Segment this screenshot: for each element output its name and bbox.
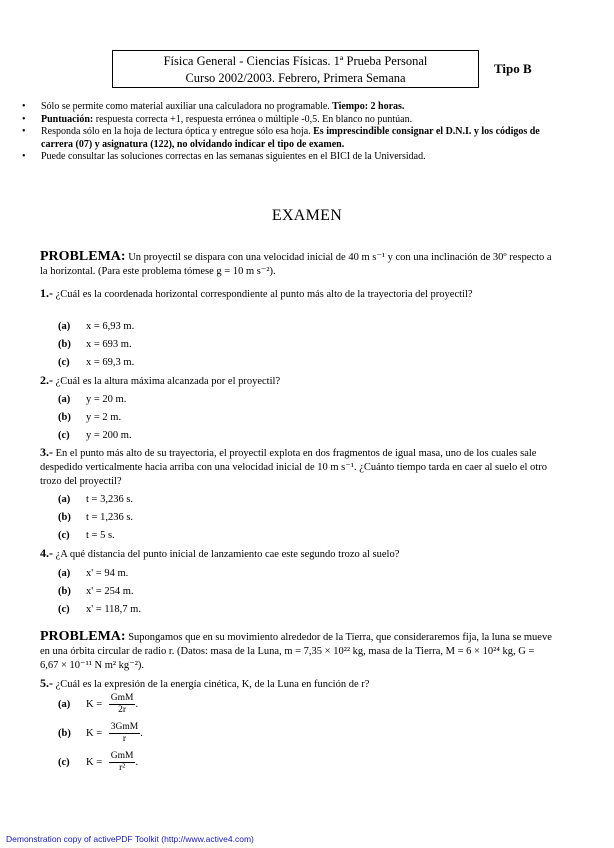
option-4b[interactable]: (b) x' = 254 m. <box>58 586 134 597</box>
option-2b[interactable]: (b) y = 2 m. <box>58 412 122 423</box>
header-box <box>112 50 479 88</box>
question-text: ¿Cuál es la expresión de la energía cinética, K, de la Luna en función de r? <box>55 679 370 690</box>
question-number: 5.- <box>40 676 53 690</box>
question-4 <box>40 546 555 562</box>
problem-1 <box>40 250 555 279</box>
instruction-text: respuesta correcta +1, respuesta errónea o múltiple -0,5. En blanco no puntúan. <box>93 113 413 125</box>
option-3a[interactable]: (a) t = 3,236 s. <box>58 494 134 505</box>
bullet-icon: • <box>22 101 26 112</box>
bullet-icon: • <box>22 126 26 137</box>
bullet-icon: • <box>22 151 26 162</box>
bullet-icon: • <box>22 113 26 125</box>
option-5b[interactable]: (b) K = $\frac{\text{3GmM}}{r}$ . <box>58 722 143 744</box>
option-1b[interactable]: (b) x = 693 m. <box>58 339 132 350</box>
instruction-text: Puede consultar las soluciones correctas en las semanas siguientes en el BICI de la Universidad. <box>41 151 426 162</box>
instruction-bold-text: Tiempo: 2 horas. <box>329 101 405 112</box>
exam-title: EXAMEN <box>271 207 343 224</box>
exam-type: Tipo B <box>494 61 532 76</box>
problem-label: PROBLEMA: <box>40 249 126 264</box>
instruction-text: Responda sólo en la hoja de lectura óptica y entregue sólo esa hoja. <box>41 126 311 137</box>
option-3b[interactable]: (b) t = 1,236 s. <box>58 512 134 523</box>
fraction: $\frac{\text{GmM}}{2r}$ <box>110 693 134 715</box>
question-3 <box>40 445 555 489</box>
question-5 <box>40 676 555 692</box>
fraction: $\frac{\text{GmM}}{\text{r²}}$ <box>110 751 134 773</box>
option-1a[interactable]: (a) x = 6,93 m. <box>58 321 135 332</box>
instruction-item <box>22 151 552 164</box>
option-2a[interactable]: (a) y = 20 m. <box>58 394 127 405</box>
problem-statement: Un proyectil se dispara con una velocidad inicial de 40 m s⁻¹ y con una inclinación de 30º respecto a la horizontal. (Para este problema tómese g = 10 m s⁻²). <box>40 252 552 277</box>
question-number: 2.- <box>40 373 53 387</box>
option-2c[interactable]: (c) y = 200 m. <box>58 430 132 441</box>
question-number: 4.- <box>40 546 53 560</box>
instructions-list <box>22 101 552 164</box>
question-text: ¿Cuál es la altura máxima alcanzada por el proyectil? <box>55 376 281 387</box>
header-title: Física General - Ciencias Físicas. 1ª Prueba Personal <box>163 54 428 68</box>
problem-2 <box>40 630 555 673</box>
problem-label: PROBLEMA: <box>40 629 126 644</box>
option-5c[interactable]: (c) K = $\frac{\text{GmM}}{\text{r²}}$ . <box>58 751 139 773</box>
header-subtitle: Curso 2002/2003. Febrero, Primera Semana <box>185 71 406 85</box>
option-3c[interactable]: (c) t = 5 s. <box>58 530 115 541</box>
option-5a[interactable]: (a) K = $\frac{\text{GmM}}{2r}$ . <box>58 693 139 715</box>
question-text: ¿Cuál es la coordenada horizontal correspondiente al punto más alto de la trayectoria del proyectil? <box>55 289 473 300</box>
instruction-item <box>22 101 552 114</box>
instruction-bold-text: Puntuación: <box>41 113 94 125</box>
demo-watermark-footer: Demonstration copy of activePDF Toolkit (http://www.active4.com) <box>6 834 254 844</box>
instruction-text: Sólo se permite como material auxiliar una calculadora no programable. <box>41 101 330 112</box>
question-number: 1.- <box>40 286 53 300</box>
instruction-item <box>22 126 552 151</box>
fraction: $\frac{\text{3GmM}}{r}$ <box>110 722 139 744</box>
instruction-item <box>22 114 552 127</box>
option-1c[interactable]: (c) x = 69,3 m. <box>58 357 135 368</box>
option-4c[interactable]: (c) x' = 118,7 m. <box>58 604 141 615</box>
question-number: 3.- <box>40 445 53 459</box>
problem-statement: Supongamos que en su movimiento alrededor de la Tierra, que consideraremos fija, la luna se mueve en una órbita circular de radio r. (Datos: masa de la Luna, m = 7,35 × 10²² kg, masa de la Tierra, M = 6 × 10²⁴ kg, G = 6,67 × 10⁻¹¹ N m² kg⁻²). <box>40 632 552 671</box>
instruction-bold-text: Es imprescindible consignar el D.N.I. y los códigos de carrera (07) y asignatura (122), no olvidando indicar el tipo de examen. <box>41 126 540 150</box>
question-2 <box>40 373 555 389</box>
option-4a[interactable]: (a) x' = 94 m. <box>58 568 129 579</box>
question-1 <box>40 286 555 302</box>
question-text: ¿A qué distancia del punto inicial de lanzamiento cae este segundo trozo al suelo? <box>55 549 400 560</box>
question-text: En el punto más alto de su trayectoria, el proyectil explota en dos fragmentos de igual masa, uno de los cuales sale despedido verticalmente hacia arriba con una velocidad inicial de 10 m s⁻¹. ¿Cuánto tiempo tarda en caer al suelo el otro trozo del proyectil? <box>40 448 547 487</box>
